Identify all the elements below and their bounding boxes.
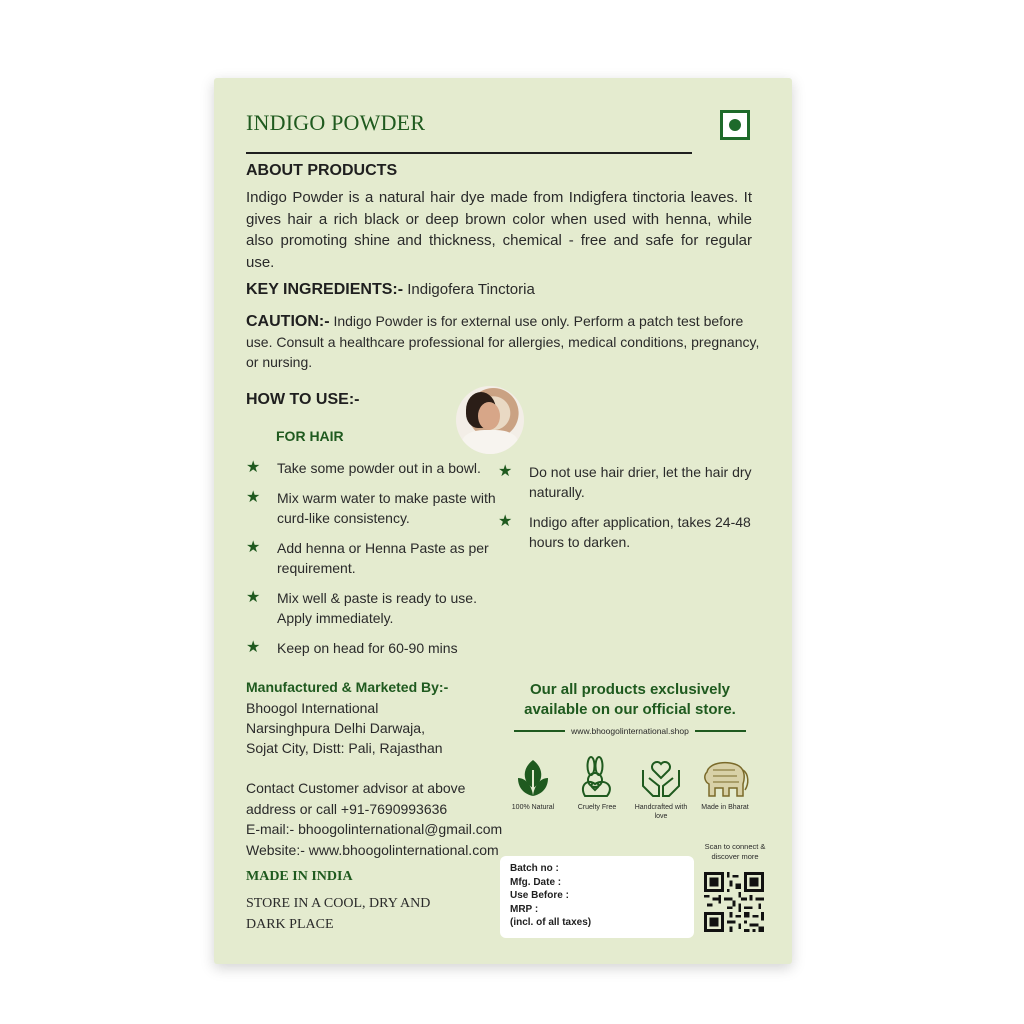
manufacturer-address: Bhoogol International Narsinghpura Delhi Darwaja, Sojat City, Distt: Pali, Rajasthan bbox=[246, 700, 443, 756]
product-title: INDIGO POWDER bbox=[246, 110, 426, 135]
badge-cruelty-free: Cruelty Free bbox=[568, 756, 626, 821]
star-icon: ★ bbox=[498, 463, 513, 480]
steps-left bbox=[246, 458, 496, 658]
model-avatar bbox=[456, 386, 524, 454]
product-box-back bbox=[214, 78, 792, 964]
batch-info-box bbox=[500, 856, 694, 938]
about-heading: ABOUT PRODUCTS bbox=[246, 162, 398, 179]
badge-handcrafted: Handcrafted with love bbox=[632, 756, 690, 821]
elephant-icon bbox=[699, 756, 751, 800]
official-store-url: www.bhoogolinternational.shop bbox=[571, 726, 689, 736]
step-item: ★ Indigo after application, takes 24-48 hours to darken. bbox=[498, 513, 751, 550]
contact-website: Website:- www.bhoogolinternational.com bbox=[246, 841, 499, 858]
step-item: ★ Take some powder out in a bowl. bbox=[246, 459, 481, 476]
use-before-label: Use Before : bbox=[510, 890, 569, 902]
caution-label: CAUTION:- bbox=[246, 313, 330, 330]
rabbit-icon bbox=[573, 756, 621, 800]
qr-code-icon[interactable] bbox=[704, 872, 764, 932]
contact-info bbox=[246, 778, 502, 860]
star-icon: ★ bbox=[246, 589, 261, 606]
step-item: ★ Mix warm water to make paste with curd-like consistency. bbox=[246, 489, 496, 526]
mrp-label: MRP : bbox=[510, 903, 539, 915]
contact-phone: address or call +91-7690993636 bbox=[246, 800, 448, 817]
manufacturer-heading: Manufactured & Marketed By:- bbox=[246, 679, 449, 695]
badges-row bbox=[504, 756, 754, 821]
leaf-icon bbox=[514, 756, 552, 800]
mfg-date-label: Mfg. Date : bbox=[510, 876, 562, 888]
caution-text: Indigo Powder is for external use only. Perform a patch test before use. Consult a healthcare professional for allergies, medical conditions, pregnancy, or nursing. bbox=[246, 313, 760, 370]
key-ingredients-label: KEY INGREDIENTS:- bbox=[246, 281, 404, 298]
badge-made-in-bharat: Made in Bharat bbox=[696, 756, 754, 821]
storage-instructions: STORE IN A COOL, DRY AND DARK PLACE bbox=[246, 896, 431, 932]
about-text: Indigo Powder is a natural hair dye made from Indigfera tinctoria leaves. It gives hair a rich black or deep brown color when used with henna, while also promoting shine and thickness, chemical - free and safe for regular use. bbox=[246, 189, 752, 271]
star-icon: ★ bbox=[246, 539, 261, 556]
hands-heart-icon bbox=[637, 756, 685, 800]
for-hair-heading: FOR HAIR bbox=[276, 428, 344, 444]
caution bbox=[246, 311, 766, 372]
step-item: ★ Do not use hair drier, let the hair dry naturally. bbox=[498, 463, 752, 500]
taxes-note: (incl. of all taxes) bbox=[510, 917, 592, 929]
made-in-india: MADE IN INDIA bbox=[246, 869, 353, 884]
star-icon: ★ bbox=[498, 513, 513, 530]
step-item: ★ Mix well & paste is ready to use. Apply immediately. bbox=[246, 589, 477, 626]
star-icon: ★ bbox=[246, 459, 261, 476]
step-item: ★ Add henna or Henna Paste as per requirement. bbox=[246, 539, 489, 576]
official-store-url-row bbox=[514, 726, 746, 736]
star-icon: ★ bbox=[246, 489, 261, 506]
key-ingredients-value: Indigofera Tinctoria bbox=[407, 281, 535, 298]
contact-email: E-mail:- bhoogolinternational@gmail.com bbox=[246, 821, 503, 837]
how-to-use-heading: HOW TO USE:- bbox=[246, 391, 360, 408]
key-ingredients bbox=[246, 281, 766, 299]
title-divider bbox=[246, 152, 692, 154]
official-store-text: Our all products exclusively available on our official store. bbox=[524, 681, 736, 718]
star-icon: ★ bbox=[246, 639, 261, 656]
badge-natural: 100% Natural bbox=[504, 756, 562, 821]
batch-no-label: Batch no : bbox=[510, 863, 559, 874]
vegetarian-mark-icon bbox=[720, 110, 750, 140]
scan-text: Scan to connect & discover more bbox=[704, 842, 766, 861]
steps-right bbox=[498, 462, 768, 552]
contact-line: Contact Customer advisor at above bbox=[246, 780, 466, 796]
step-item: ★ Keep on head for 60-90 mins bbox=[246, 639, 458, 656]
